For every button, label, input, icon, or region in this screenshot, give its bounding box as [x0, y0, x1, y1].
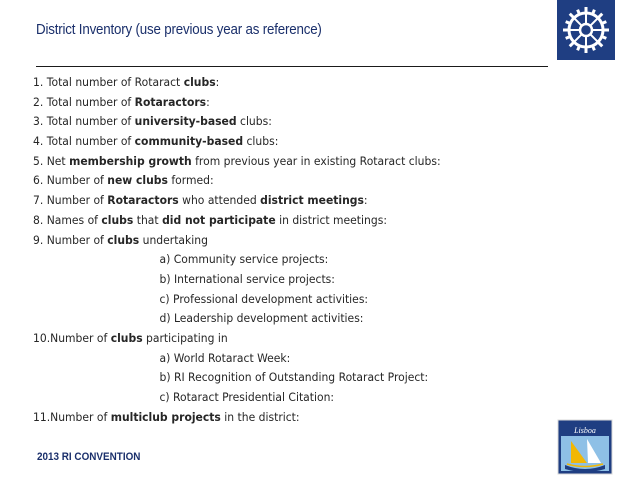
emphasis-text: clubs — [110, 330, 143, 345]
sub-item — [33, 349, 554, 369]
item-text: d) Leadership development activities: — [159, 311, 364, 326]
emphasis-text: new clubs — [107, 173, 168, 188]
emphasis-text: clubs — [101, 212, 134, 227]
item-text: that — [133, 212, 163, 227]
item-text: 11.Number of — [33, 409, 111, 424]
emphasis-text: Rotaractors — [134, 94, 207, 109]
item-text: a) World Rotaract Week: — [159, 350, 291, 365]
sub-item — [33, 368, 554, 388]
rotary-wheel-icon — [561, 5, 611, 55]
item-text: b) International service projects: — [159, 271, 335, 286]
list-item — [33, 408, 554, 428]
item-text: from previous year in existing Rotaract clubs: — [191, 153, 441, 168]
list-item — [33, 73, 554, 93]
item-text: formed: — [167, 173, 214, 188]
emphasis-text: clubs — [107, 232, 140, 247]
item-text: clubs: — [243, 134, 279, 149]
list-item — [33, 152, 554, 172]
item-text: 1. Total number of Rotaract — [33, 75, 184, 89]
sub-item — [33, 309, 554, 329]
item-text: 2. Total number of — [33, 94, 135, 109]
list-item — [33, 171, 554, 191]
sub-item — [33, 270, 554, 290]
list-item — [33, 329, 554, 349]
item-text: undertaking — [139, 232, 208, 247]
item-text: a) Community service projects: — [159, 252, 329, 267]
list-item — [33, 231, 554, 251]
sub-item — [33, 250, 554, 270]
sub-item — [33, 388, 554, 408]
item-text: in district meetings: — [275, 212, 387, 227]
item-text: c) Rotaract Presidential Citation: — [159, 390, 335, 404]
item-text: clubs: — [236, 114, 272, 129]
item-text: in the district: — [220, 409, 300, 424]
item-text: : — [363, 193, 368, 208]
list-item — [33, 112, 554, 132]
emphasis-text: membership growth — [69, 153, 192, 168]
emphasis-text: multiclub projects — [110, 409, 221, 424]
inventory-list — [33, 73, 593, 427]
header-divider — [36, 66, 548, 67]
convention-footer: 2013 RI CONVENTION — [37, 451, 141, 463]
item-text: b) RI Recognition of Outstanding Rotaract Project: — [159, 370, 429, 385]
list-item — [33, 132, 554, 152]
item-text: 3. Total number of — [33, 114, 135, 129]
item-text: c) Professional development activities: — [159, 291, 369, 306]
list-item — [33, 191, 554, 211]
item-text: who attended — [178, 193, 261, 208]
lisboa-text: Lisboa — [574, 426, 596, 435]
lisboa-logo — [557, 419, 613, 475]
lisboa-convention-icon — [557, 419, 613, 475]
item-text: 5. Net — [33, 153, 70, 168]
emphasis-text: Rotaractors — [107, 193, 179, 208]
emphasis-text: university-based — [134, 114, 237, 129]
rotary-logo — [557, 0, 615, 60]
list-item — [33, 93, 554, 113]
emphasis-text: district meetings — [260, 193, 364, 208]
item-text: 7. Number of — [33, 193, 108, 208]
item-text: 4. Total number of — [33, 134, 135, 149]
item-text: 8. Names of — [33, 212, 102, 227]
item-text: participating in — [142, 330, 228, 345]
emphasis-text: community-based — [134, 134, 244, 149]
item-text: 9. Number of — [33, 232, 108, 247]
item-text: : — [206, 94, 210, 109]
emphasis-text: clubs — [183, 75, 216, 89]
emphasis-text: did not participate — [162, 212, 276, 227]
sub-item — [33, 290, 554, 310]
item-text: 10.Number of — [33, 330, 111, 345]
page-title: District Inventory (use previous year as reference) — [36, 22, 322, 38]
item-text: : — [215, 75, 220, 89]
item-text: 6. Number of — [33, 173, 108, 188]
list-item — [33, 211, 554, 231]
